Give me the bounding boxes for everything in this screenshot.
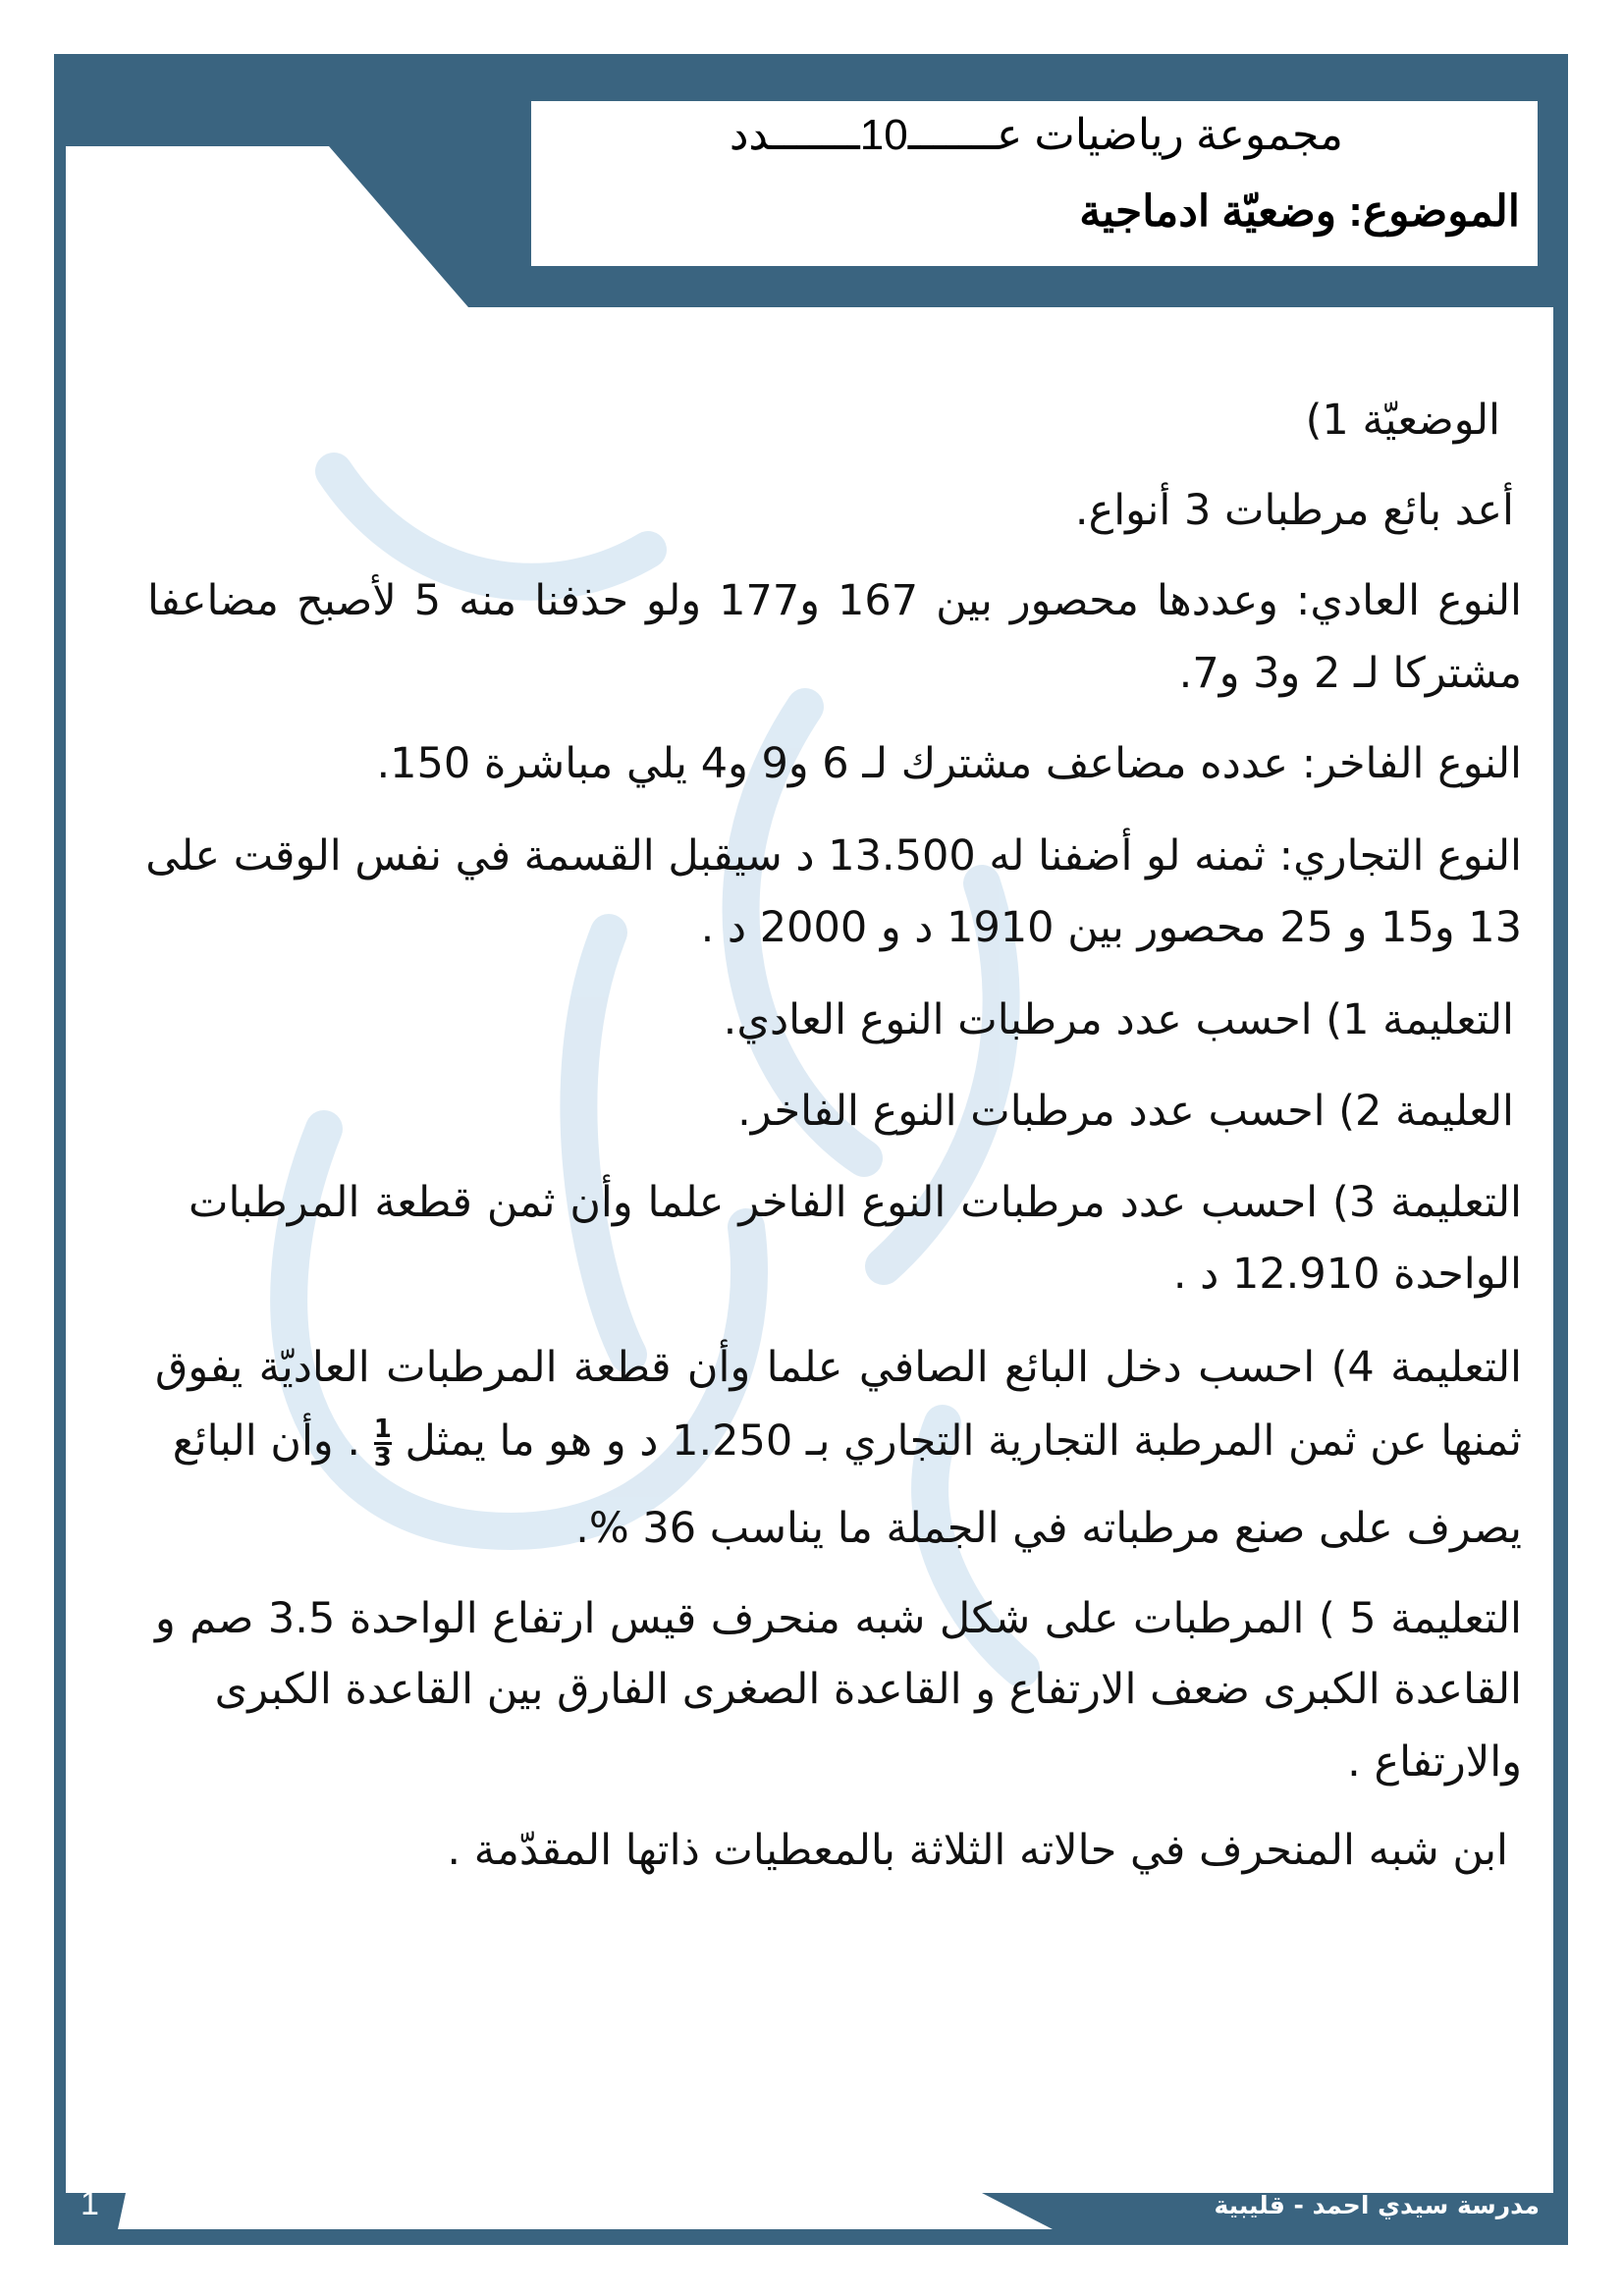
footer-school-name: مدرسة سيدي احمد - قليبية [1214,2191,1540,2219]
regular-type-line-1: النوع العادي: وعددها محصور بين 167 و177 ولو حذفنا منه 5 لأصبح مضاعفا [147,576,1522,625]
document-subject: الموضوع: وضعيّة ادماجية [1079,187,1520,236]
instruction-5-line-3: والارتفاع . [1347,1737,1522,1787]
document-title: مجموعة رياضيات عـــــــ10ـــــــدد [729,111,1343,159]
commercial-type-line-1: النوع التجاري: ثمنه لو أضفنا له 13.500 د سيقبل القسمة في نفس الوقت على [145,831,1522,881]
instruction-1: التعليمة 1) احسب عدد مرطبات النوع العادي. [723,995,1514,1044]
situation-heading: الوضعيّة 1) [1305,396,1500,445]
fraction-line-after: . وأن البائع [172,1416,361,1466]
instruction-2: العليمة 2) احسب عدد مرطبات النوع الفاخر. [737,1087,1514,1136]
regular-type-line-2: مشتركا لـ 2 و3 و7. [1178,649,1522,698]
instruction-5-line-2: القاعدة الكبرى ضعف الارتفاع و القاعدة الصغرى الفارق بين القاعدة الكبرى [214,1665,1522,1714]
page-number: 1 [81,2185,99,2222]
instruction-5-line-1: التعليمة 5 ) المرطبات على شكل شبه منحرف قيس ارتفاع الواحدة 3.5 صم و [155,1594,1522,1643]
instruction-3-line-2: الواحدة 12.910 د . [1172,1250,1522,1299]
fraction-one-third [374,1416,392,1470]
fraction-line-before: ثمنها عن ثمن المرطبة التجارية التجاري بـ 1.250 د و هو ما يمثل [405,1416,1522,1466]
instruction-3-line-1: التعليمة 3) احسب عدد مرطبات النوع الفاخر علما وأن ثمن قطعة المرطبات [189,1178,1522,1227]
intro-line: أعد بائع مرطبات 3 أنواع. [1074,486,1514,535]
fraction-numerator: 1 [373,1415,392,1444]
commercial-type-line-2: 13 و15 و 25 محصور بين 1910 د و 2000 د . [700,903,1522,952]
instruction-4-line-1: التعليمة 4) احسب دخل البائع الصافي علما وأن قطعة المرطبات العاديّة يفوق [155,1343,1522,1392]
instruction-4-line-3: يصرف على صنع مرطباته في الجملة ما يناسب 36 %. [575,1504,1522,1553]
luxury-type-line: النوع الفاخر: عدده مضاعف مشترك لـ 6 و9 و4 يلي مباشرة 150. [376,739,1522,788]
final-instruction: ابن شبه المنحرف في حالاته الثلاثة بالمعطيات ذاتها المقدّمة . [447,1826,1508,1875]
instruction-4-line-2 [155,1412,1522,1470]
fraction-denominator: 3 [373,1443,392,1472]
